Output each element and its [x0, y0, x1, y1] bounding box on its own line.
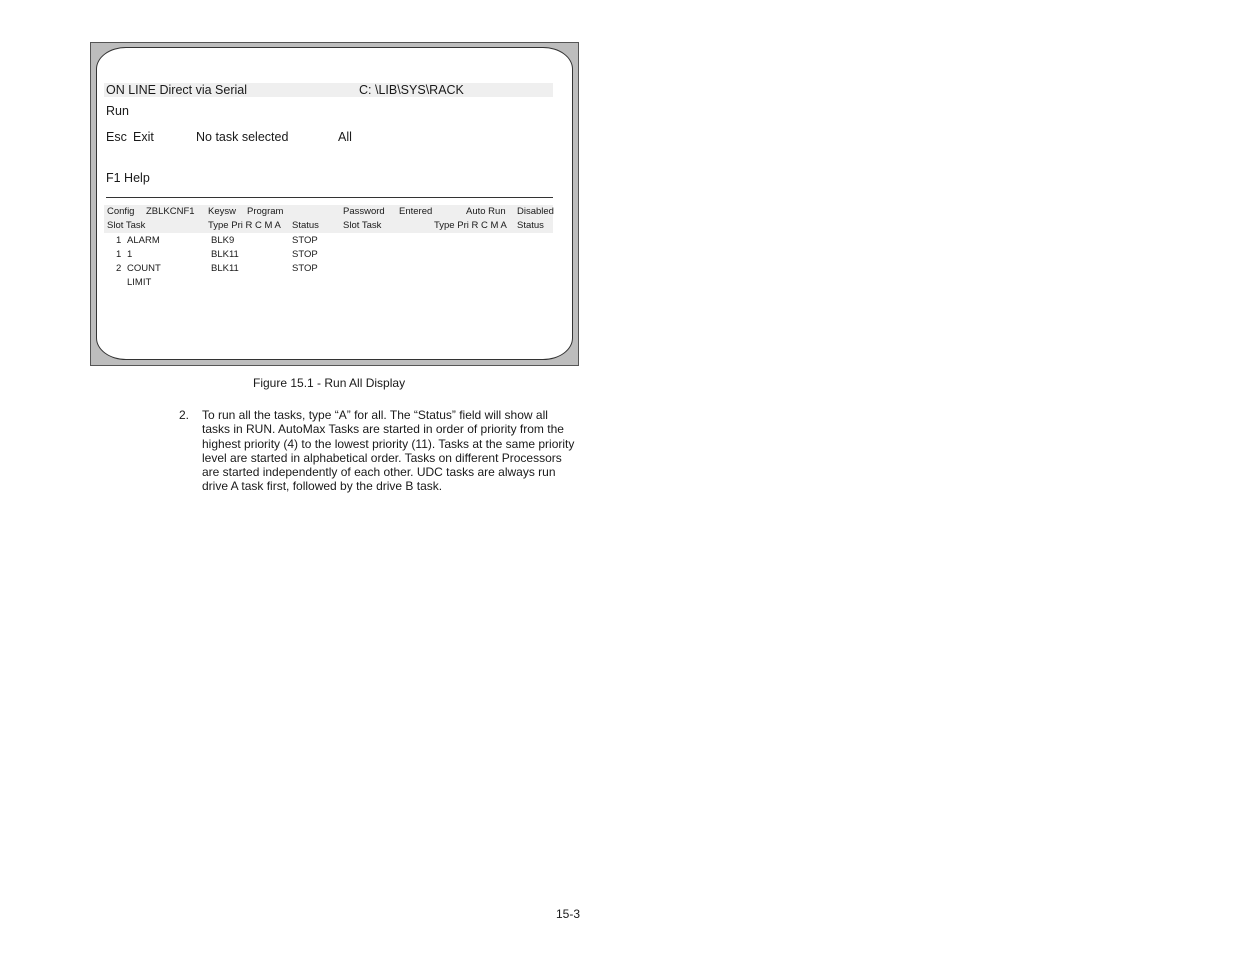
page-number: 15-3 — [556, 907, 581, 921]
password-value: Entered — [399, 206, 433, 217]
password-label: Password — [343, 206, 385, 217]
task-type: BLK9 — [211, 235, 235, 246]
keysw-label: Keysw — [208, 206, 236, 217]
task-selection-status: No task selected — [196, 130, 289, 144]
header-slot-task-right: Slot Task — [343, 220, 382, 231]
esc-key[interactable]: Esc — [106, 130, 127, 144]
task-status: STOP — [292, 249, 318, 260]
step-number: 2. — [179, 408, 190, 422]
divider-line — [106, 197, 553, 198]
task-type: BLK11 — [211, 263, 239, 274]
task-status: STOP — [292, 235, 318, 246]
file-path: C: \LIB\SYS\RACK — [359, 83, 464, 97]
mode-title: Run — [106, 104, 129, 118]
header-slot-task-left: Slot Task — [107, 220, 146, 231]
autorun-label: Auto Run — [466, 206, 506, 217]
config-label: Config — [107, 206, 135, 217]
task-name: ALARM — [127, 235, 160, 246]
autorun-value: Disabled — [517, 206, 554, 217]
keysw-value: Program — [247, 206, 284, 217]
connection-status: ON LINE Direct via Serial — [106, 83, 248, 97]
step-text: To run all the tasks, type “A” for all. The “Status” field will show all tasks in RUN. AutoMax Tasks are started in order of priority from the highest priority (4) to the lowest priority (11). Tasks at the same priority level are started in alphabetical order. Tasks on different Processors are started independently of each other. UDC tasks are always run drive A task first, followed by the drive B task. — [202, 408, 575, 494]
task-slot: 1 — [116, 235, 122, 246]
task-slot: 2 — [116, 263, 122, 274]
task-status: STOP — [292, 263, 318, 274]
header-status-right: Status — [517, 220, 544, 231]
header-type-pri-left: Type Pri R C M A — [208, 220, 281, 231]
config-value: ZBLKCNF1 — [146, 206, 195, 217]
task-name: 1 — [127, 249, 133, 260]
exit-label[interactable]: Exit — [133, 130, 154, 144]
help-key[interactable]: F1 Help — [106, 171, 150, 185]
task-name: LIMIT — [127, 277, 152, 288]
task-slot: 1 — [116, 249, 122, 260]
run-all-option[interactable]: All — [338, 130, 352, 144]
header-type-pri-right: Type Pri R C M A — [434, 220, 507, 231]
figure-caption: Figure 15.1 - Run All Display — [253, 376, 406, 390]
task-type: BLK11 — [211, 249, 239, 260]
header-status-left: Status — [292, 220, 319, 231]
task-name: COUNT — [127, 263, 161, 274]
